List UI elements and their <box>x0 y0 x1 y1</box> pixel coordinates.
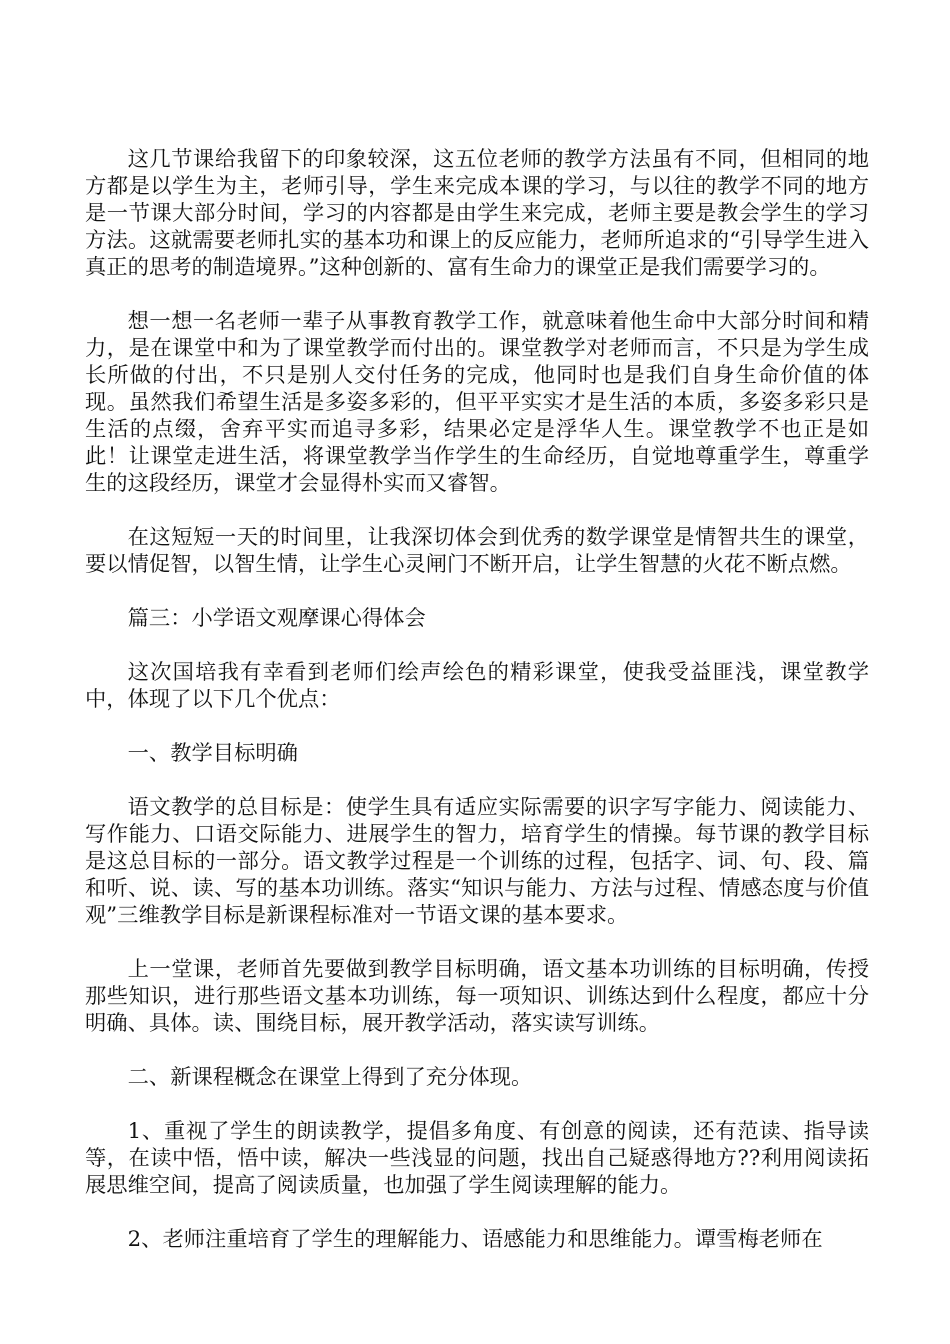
paragraph: 在这短短一天的时间里，让我深切体会到优秀的数学课堂是情智共生的课堂，要以情促智，以智生情，让学生心灵闸门不断开启，让学生智慧的火花不断点燃。 <box>85 525 869 577</box>
paragraph: 想一想一名老师一辈子从事教育教学工作，就意味着他生命中大部分时间和精力，是在课堂中和为了课堂教学而付出的。课堂教学对老师而言，不只是为学生成长所做的付出，不只是别人交付任务的完成，他同时也是我们自身生命价值的体现。虽然我们希望生活是多姿多彩的，但平平实实才是生活的本质，多姿多彩只是生活的点缀，舍弃平实而追寻多彩，结果必定是浮华人生。课堂教学不也正是如此！让课堂走进生活，将课堂教学当作学生的生命经历，自觉地尊重学生，尊重学生的这段经历，课堂才会显得朴实而又睿智。 <box>85 309 869 496</box>
subsection-heading: 二、新课程概念在课堂上得到了充分体现。 <box>127 1065 533 1090</box>
document-body <box>85 146 869 1280</box>
subsection-heading: 一、教学目标明确 <box>127 741 298 766</box>
paragraph: 2、老师注重培育了学生的理解能力、语感能力和思维能力。谭雪梅老师在 <box>127 1227 823 1252</box>
paragraph: 这几节课给我留下的印象较深，这五位老师的教学方法虽有不同，但相同的地方都是以学生为主，老师引导，学生来完成本课的学习，与以往的教学不同的地方是一节课大部分时间，学习的内容都是由学生来完成，老师主要是教会学生的学习方法。这就需要老师扎实的基本功和课上的反应能力，老师所追求的“引导学生进入真正的思考的制造境界。”这种创新的、富有生命力的课堂正是我们需要学习的。 <box>85 147 869 280</box>
paragraph: 1、重视了学生的朗读教学，提倡多角度、有创意的阅读，还有范读、指导读等，在读中悟，悟中读，解决一些浅显的问题，找出自己疑惑得地方??利用阅读拓展思维空间，提高了阅读质量，也加强了学生阅读理解的能力。 <box>85 1119 869 1198</box>
paragraph: 这次国培我有幸看到老师们绘声绘色的精彩课堂，使我受益匪浅，课堂教学中，体现了以下几个优点： <box>85 660 869 712</box>
paragraph: 语文教学的总目标是：使学生具有适应实际需要的识字写字能力、阅读能力、写作能力、口语交际能力、进展学生的智力，培育学生的情操。每节课的教学目标是这总目标的一部分。语文教学过程是一个训练的过程，包括字、词、句、段、篇和听、说、读、写的基本功训练。落实“知识与能力、方法与过程、情感态度与价值观”三维教学目标是新课程标准对一节语文课的基本要求。 <box>85 795 869 928</box>
section-heading: 篇三：小学语文观摩课心得体会 <box>127 606 426 631</box>
paragraph: 上一堂课，老师首先要做到教学目标明确，语文基本功训练的目标明确，传授那些知识，进行那些语文基本功训练，每一项知识、训练达到什么程度，都应十分明确、具体。读、围绕目标，展开教学活动，落实读写训练。 <box>85 957 869 1036</box>
